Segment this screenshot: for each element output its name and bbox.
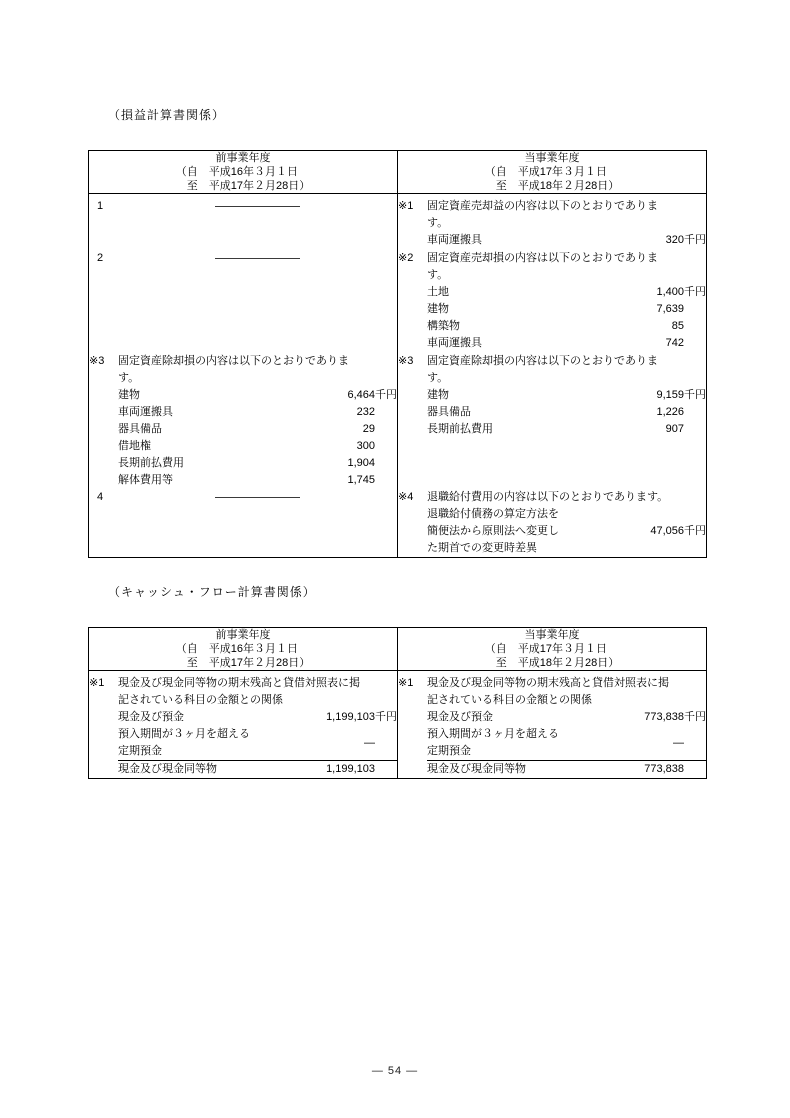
note2-prev-cell [89, 250, 398, 353]
note-text: 記されている科目の金額との関係 [427, 694, 592, 706]
item-unit: 千円 [684, 286, 706, 298]
line-item-deposit [427, 726, 706, 761]
item-label: 構築物 [427, 320, 460, 332]
pl-section-heading: （損益計算書関係） [108, 108, 226, 122]
table-row [89, 250, 707, 353]
note-number: ※1 [398, 677, 414, 689]
period-dates [485, 165, 619, 193]
note-text: 退職給付費用の内容は以下のとおりであります。 [427, 491, 669, 503]
note-number: ※1 [89, 677, 105, 689]
pl-current-period-header [398, 151, 707, 194]
item-value: 9,159 [656, 389, 684, 401]
period-to: 至 平成17年２月28日） [175, 657, 311, 669]
item-value: 773,838 [644, 763, 684, 775]
item-unit [375, 761, 397, 778]
item-value: 773,838 [644, 711, 684, 723]
cf-current-period-header [398, 628, 707, 671]
item-unit [684, 421, 706, 438]
item-value: — [673, 736, 684, 749]
line-item [118, 387, 397, 404]
page-number: — 54 — [371, 1065, 419, 1077]
item-unit [684, 318, 706, 335]
line-item [427, 404, 706, 421]
line-item [118, 438, 397, 455]
blank-dash [215, 497, 300, 498]
period-to: 至 平成17年２月28日） [175, 180, 311, 192]
item-label: 建物 [118, 389, 140, 401]
item-label: 借地権 [118, 440, 151, 452]
item-unit: 千円 [684, 525, 706, 537]
period-title: 当事業年度 [524, 152, 580, 164]
item-value: 1,400 [656, 286, 684, 298]
item-value: 6,464 [347, 389, 375, 401]
line-item [427, 232, 706, 249]
item-label: 器具備品 [118, 423, 162, 435]
table-row [89, 353, 707, 489]
item-value: 1,199,103 [326, 763, 375, 775]
item-label-line: 定期預金 [427, 745, 471, 757]
note1-prev-cell [89, 194, 398, 251]
note-number: ※1 [398, 200, 414, 212]
item-label-line: 簡便法から原則法へ変更し [427, 525, 559, 537]
note3-prev-cell [89, 353, 398, 489]
note-number: 4 [97, 491, 104, 503]
note-number: 2 [97, 252, 104, 264]
note-text: す。 [427, 269, 449, 281]
note-text: 現金及び現金同等物の期末残高と貸借対照表に掲 [427, 677, 669, 689]
note-text: す。 [427, 372, 449, 384]
note2-current-cell [398, 250, 707, 353]
period-title: 当事業年度 [524, 629, 580, 641]
item-label: 解体費用等 [118, 474, 173, 486]
item-label-line: 定期預金 [118, 745, 162, 757]
item-value: 85 [671, 320, 684, 332]
line-item-multiline [427, 506, 706, 557]
period-from: （自 平成16年３月１日 [175, 643, 298, 655]
note4-current-cell [398, 489, 707, 558]
item-unit [684, 726, 706, 760]
line-item-deposit [118, 726, 397, 761]
item-value: 320 [665, 234, 684, 246]
item-label: 現金及び預金 [427, 711, 493, 723]
period-dates [485, 642, 619, 670]
item-unit [375, 421, 397, 438]
item-label: 車両運搬具 [427, 337, 482, 349]
line-item-total [118, 761, 397, 778]
note-number: ※3 [398, 355, 414, 367]
item-unit [375, 455, 397, 472]
item-unit [684, 335, 706, 352]
note-number: ※3 [89, 355, 105, 367]
note-text: 固定資産除却損の内容は以下のとおりでありま [427, 355, 658, 367]
item-label-line: た期首での変更時差異 [427, 542, 537, 554]
line-item [118, 709, 397, 726]
line-item [427, 301, 706, 318]
item-unit [375, 404, 397, 421]
item-value: 29 [362, 423, 375, 435]
note-number: 1 [97, 200, 104, 212]
item-unit: 千円 [375, 711, 397, 723]
item-label: 現金及び現金同等物 [427, 763, 526, 775]
cf-notes-table [88, 627, 707, 779]
period-from: （自 平成17年３月１日 [484, 166, 607, 178]
line-item [118, 472, 397, 489]
cf-note1-prev-cell [89, 671, 398, 779]
note-text: 現金及び現金同等物の期末残高と貸借対照表に掲 [118, 677, 360, 689]
table-row [89, 194, 707, 251]
note-text: す。 [427, 217, 449, 229]
pl-prev-period-header [89, 151, 398, 194]
item-label-multiline [118, 726, 250, 760]
blank-dash [215, 258, 300, 259]
line-item [427, 318, 706, 335]
item-value: 47,056 [650, 525, 684, 537]
cf-prev-period-header [89, 628, 398, 671]
line-item-total [427, 761, 706, 778]
item-label: 現金及び預金 [118, 711, 184, 723]
pl-notes-table [88, 150, 707, 558]
note1-current-cell [398, 194, 707, 251]
period-to: 至 平成18年２月28日） [484, 657, 620, 669]
period-to: 至 平成18年２月28日） [484, 180, 620, 192]
note-text: 固定資産売却損の内容は以下のとおりでありま [427, 252, 658, 264]
item-unit [684, 404, 706, 421]
item-label: 建物 [427, 389, 449, 401]
item-label: 長期前払費用 [427, 423, 493, 435]
item-unit: 千円 [375, 389, 397, 401]
note3-current-cell [398, 353, 707, 489]
line-item [427, 284, 706, 301]
period-dates [176, 642, 310, 670]
cf-note1-current-cell [398, 671, 707, 779]
item-label: 現金及び現金同等物 [118, 763, 217, 775]
line-item [427, 421, 706, 438]
line-item [118, 455, 397, 472]
note-text: す。 [118, 372, 140, 384]
line-item [118, 421, 397, 438]
note-number: ※2 [398, 252, 414, 264]
item-unit: 千円 [684, 389, 706, 401]
item-unit [375, 472, 397, 489]
item-label: 器具備品 [427, 406, 471, 418]
item-label: 車両運搬具 [427, 234, 482, 246]
item-value: 1,745 [347, 474, 375, 486]
item-label: 長期前払費用 [118, 457, 184, 469]
item-unit: 千円 [684, 711, 706, 723]
line-item [427, 709, 706, 726]
line-item [427, 387, 706, 404]
note4-prev-cell [89, 489, 398, 558]
item-unit [375, 438, 397, 455]
item-value: 1,199,103 [326, 711, 375, 723]
item-value: 907 [665, 423, 684, 435]
line-item [118, 404, 397, 421]
table-row [89, 671, 707, 779]
item-label-multiline [427, 506, 559, 557]
item-label-line: 預入期間が３ヶ月を超える [427, 728, 559, 740]
document-page [88, 0, 705, 779]
item-unit [375, 726, 397, 760]
item-label-line: 退職給付債務の算定方法を [427, 508, 559, 520]
note-text: 固定資産売却益の内容は以下のとおりでありま [427, 200, 658, 212]
cf-section-heading: （キャッシュ・フロー計算書関係） [108, 585, 316, 599]
blank-dash [215, 206, 300, 207]
line-item [427, 335, 706, 352]
item-label: 建物 [427, 303, 449, 315]
item-label-line: 預入期間が３ヶ月を超える [118, 728, 250, 740]
item-value: 232 [356, 406, 375, 418]
note-text: 記されている科目の金額との関係 [118, 694, 283, 706]
item-label-multiline [427, 726, 559, 760]
item-label: 車両運搬具 [118, 406, 173, 418]
item-value: 1,226 [656, 406, 684, 418]
item-unit [684, 761, 706, 778]
period-title: 前事業年度 [215, 152, 271, 164]
item-unit: 千円 [684, 234, 706, 246]
period-from: （自 平成17年３月１日 [484, 643, 607, 655]
item-value: 7,639 [656, 303, 684, 315]
item-unit [684, 301, 706, 318]
item-label: 土地 [427, 286, 449, 298]
item-value: 300 [356, 440, 375, 452]
period-from: （自 平成16年３月１日 [175, 166, 298, 178]
item-value: 742 [665, 337, 684, 349]
table-row [89, 489, 707, 558]
item-value: 1,904 [347, 457, 375, 469]
period-dates [176, 165, 310, 193]
note-number: ※4 [398, 491, 414, 503]
note-text: 固定資産除却損の内容は以下のとおりでありま [118, 355, 349, 367]
item-value: — [364, 736, 375, 749]
period-title: 前事業年度 [215, 629, 271, 641]
